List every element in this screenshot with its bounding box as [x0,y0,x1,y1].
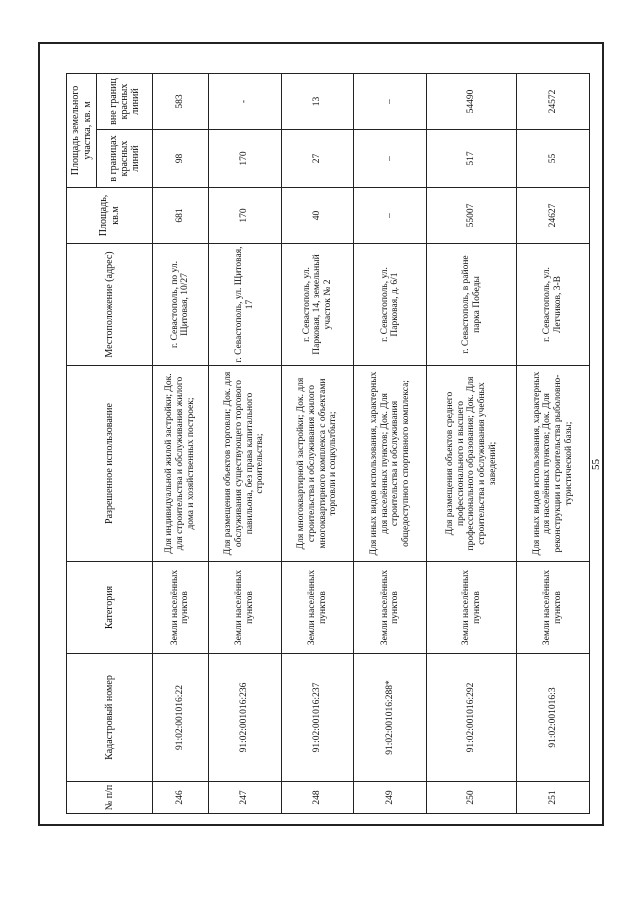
header-area: Площадь, кв.м [67,188,153,244]
header-category: Категория [67,562,153,654]
cell-outside: 24572 [517,74,590,130]
cell-area: 24627 [517,188,590,244]
cell-category: Земли населённых пунктов [354,562,427,654]
cell-num: 250 [427,782,517,814]
cell-category: Земли населённых пунктов [427,562,517,654]
cell-cadastral: 91:02:001016:292 [427,654,517,782]
page-number: 55 [590,459,602,470]
table-row [281,74,354,814]
header-land-area: Площадь земельного участка, кв. м [67,74,97,188]
cell-use: Для многоквартирной застройки; Док. для строительства и обслуживания жилого многоквартирного комплекса с объектами торговли и соцкультбыта; [281,366,354,562]
table-header-row [67,74,97,814]
header-within-red-lines: в границах красных линий [97,130,153,188]
cell-area: – [354,188,427,244]
header-outside-red-lines: вне границ красных линий [97,74,153,130]
land-plots-table [66,73,590,814]
cell-location: г. Севастополь, ул. Щитовая, 17 [208,244,281,366]
cell-category: Земли населённых пунктов [281,562,354,654]
cell-cadastral: 91:02:001016:237 [281,654,354,782]
cell-cadastral: 91:02:001016:22 [153,654,209,782]
table-row [517,74,590,814]
cell-use: Для иных видов использования, характерных для населённых пунктов; Док. Для строительства и обслуживания общедоступного спортивного комплекса; [354,366,427,562]
cell-category: Земли населённых пунктов [153,562,209,654]
cell-outside: – [354,74,427,130]
cell-area: 681 [153,188,209,244]
cell-within: 55 [517,130,590,188]
cell-category: Земли населённых пунктов [517,562,590,654]
cell-outside: 13 [281,74,354,130]
cell-num: 246 [153,782,209,814]
cell-num: 251 [517,782,590,814]
cell-within: – [354,130,427,188]
cell-within: 27 [281,130,354,188]
cell-area: 55007 [427,188,517,244]
cell-location: г. Севастополь, по ул. Щитовая, 10/27 [153,244,209,366]
table-row [427,74,517,814]
cell-area: 170 [208,188,281,244]
cell-within: 517 [427,130,517,188]
cell-outside: 583 [153,74,209,130]
cell-use: Для размещения объектов среднего профессионального и высшего профессионального образования; Док. Для строительства и обслуживания учебных заведений; [427,366,517,562]
cell-use: Для иных видов использования, характерных для населённых пунктов; Док. Для реконструкции и строительства рыболовно-туристической базы; [517,366,590,562]
cell-num: 247 [208,782,281,814]
cell-outside: 54490 [427,74,517,130]
cell-area: 40 [281,188,354,244]
header-cadastral: Кадастровый номер [67,654,153,782]
cell-location: г. Севастополь, в районе парка Победы [427,244,517,366]
cell-cadastral: 91:02:001016:236 [208,654,281,782]
header-permitted-use: Разрешенное использование [67,366,153,562]
cell-use: Для размещения объектов торговли; Док. для обслуживания существующего торгового павильона, без права капитального строительства; [208,366,281,562]
header-location: Местоположение (адрес) [67,244,153,366]
cell-cadastral: 91:02:001016:3 [517,654,590,782]
cell-location: г. Севастополь, ул. Парковая, 14, земельный участок № 2 [281,244,354,366]
header-num: № п/п [67,782,153,814]
cell-location: г. Севастополь, ул. Летчиков, 3-В [517,244,590,366]
cell-num: 248 [281,782,354,814]
cell-outside: - [208,74,281,130]
cell-num: 249 [354,782,427,814]
cell-within: 170 [208,130,281,188]
table-row [208,74,281,814]
cell-use: Для индивидуальной жилой застройки; Док. для строительства и обслуживания жилого дома и хозяйственных построек; [153,366,209,562]
table-row [354,74,427,814]
table-row [153,74,209,814]
cell-category: Земли населённых пунктов [208,562,281,654]
rotated-table-wrapper [66,74,590,814]
cell-location: г. Севастополь, ул. Парковая, д. 6/1 [354,244,427,366]
cell-cadastral: 91:02:001016:288* [354,654,427,782]
cell-within: 98 [153,130,209,188]
